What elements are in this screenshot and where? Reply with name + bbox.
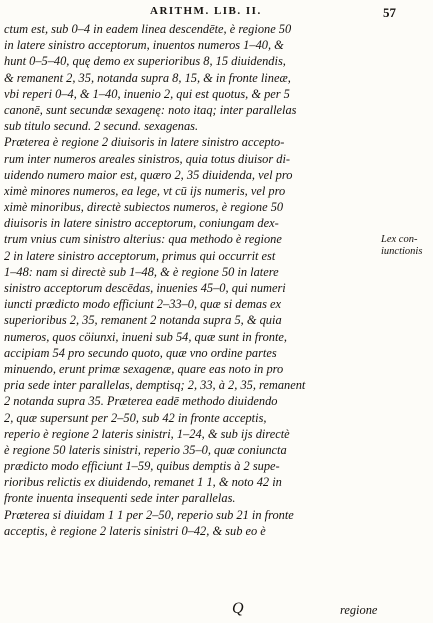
text-line: ximè minoribus, directè subiectos numeros, è regione 50: [4, 200, 284, 215]
page-footer: [0, 600, 433, 620]
catchword: regione: [340, 603, 378, 617]
text-line: rum inter numeros areales sinistros, quia totus diuisor di-: [4, 151, 291, 166]
signature-mark: Q: [232, 600, 244, 617]
text-line: vbi reperi 0–4, & 1–40, inuenio 2, qui est quotus, & per 5: [4, 86, 290, 101]
text-line: acceptis, è regione 2 lateris sinistri 0–42, & sub eo è: [4, 523, 266, 538]
text-line: sub titulo secund. 2 secund. sexagenas.: [4, 119, 199, 134]
text-line: 2, quæ supersunt per 2–50, sub 42 in fronte acceptis,: [4, 410, 267, 425]
text-line: superioribus 2, 35, remanent 2 notanda supra 5, & quia: [4, 313, 282, 328]
text-line: ctum est, sub 0–4 in eadem linea descendēte, è regione 50: [4, 22, 292, 36]
text-line: 2 notanda supra 35. Præterea eadē methodo diuidendo: [4, 394, 278, 409]
text-line: ximè minores numeros, ea lege, vt cū ijs numeris, vel pro: [4, 183, 286, 198]
text-line: accipiam 54 pro secundo quoto, quæ vno ordine partes: [4, 345, 277, 360]
text-line: 1–48: nam si directè sub 1–48, & è regione 50 in latere: [4, 264, 279, 279]
text-line: numeros, quos cöiunxi, inueni sub 54, quæ sunt in fronte,: [4, 329, 288, 344]
text-line: è regione 50 lateris sinistri, reperio 35–0, quæ coniuncta: [4, 442, 287, 457]
text-line: prædicto modo efficiunt 1–59, quibus demptis à 2 supe-: [4, 459, 280, 474]
text-line: rioribus relictis ex diuidendo, remanet 1 1, & noto 42 in: [4, 475, 282, 490]
text-line: fronte inuenta insequenti sede inter parallelas.: [4, 491, 236, 506]
margin-note-line: Lex con-: [381, 234, 418, 245]
page-header: [0, 5, 433, 21]
text-line: iuncti prædicto modo efficiunt 2–33–0, quæ si demas ex: [4, 297, 282, 312]
text-line: pria sede inter parallelas, demptisq; 2, 33, à 2, 35, remanent: [4, 378, 306, 393]
text-line: trum vnius cum sinistro alterius: qua methodo è regione: [4, 232, 282, 247]
text-line: Præterea è regione 2 diuisoris in latere sinistro accepto-: [4, 135, 285, 150]
text-line: hunt 0–5–40, quę demo ex superioribus 8, 15 diuidendis,: [4, 54, 286, 69]
text-line: uidendo numero maior est, quæro 2, 35 diuidenda, vel pro: [4, 167, 293, 182]
text-line: in latere sinistro acceptorum, inuentos numeros 1–40, &: [4, 38, 284, 53]
text-line: sinistro acceptorum descēdas, inuenies 45–0, qui numeri: [4, 281, 286, 295]
text-line: 2 in latere sinistro acceptorum, primus qui occurrit est: [4, 248, 276, 263]
running-head: ARITHM. LIB. II.: [150, 5, 262, 17]
text-line: canonē, sunt secundæ sexagenę: noto itaq; inter parallelas: [4, 102, 297, 117]
text-line: Præterea si diuidam 1 1 per 2–50, reperio sub 21 in fronte: [4, 507, 294, 522]
page-number: 57: [383, 5, 396, 20]
body-text: [4, 21, 378, 539]
text-line: & remanent 2, 35, notanda supra 8, 15, & in fronte lineæ,: [4, 70, 291, 85]
margin-note: [381, 234, 433, 258]
text-line: reperio è regione 2 lateris sinistri, 1–24, & sub ijs directè: [4, 426, 290, 441]
text-line: diuisoris in latere sinistro acceptorum, coniungam dex-: [4, 216, 279, 231]
margin-note-line: iunctionis: [381, 246, 423, 257]
text-line: minuendo, erunt primæ sexagenæ, quare eas noto in pro: [4, 361, 284, 376]
